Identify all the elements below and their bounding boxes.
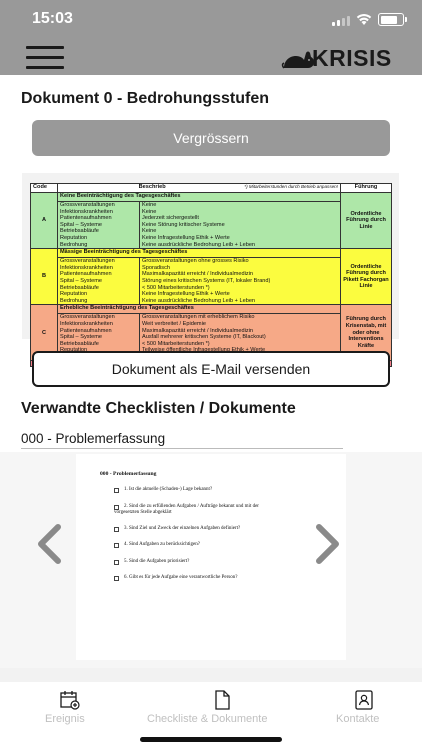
level-c-heading-row (31, 305, 392, 314)
chevron-right-icon[interactable] (313, 524, 343, 564)
checklist-title: 000 - Problemerfassung (100, 471, 157, 477)
checkbox (114, 527, 119, 532)
checklist-item: 3. Sind Ziel und Zweck der einzelnen Aufgaben definiert? (124, 526, 241, 531)
tab-label: Kontakte (336, 713, 380, 725)
document-icon (212, 690, 232, 710)
divider (21, 448, 343, 449)
related-item-problemerfassung[interactable]: 000 - Problemerfassung (21, 431, 166, 446)
header-beschrieb (58, 184, 341, 193)
checkbox (114, 543, 119, 548)
level-c-code: C (31, 305, 58, 361)
level-b-detail-row (31, 258, 392, 305)
level-b-heading: Mässige Beeinträchtigung des Tagesgeschäftes (58, 249, 341, 258)
checkbox (114, 560, 119, 565)
logo-text: KRISIS (312, 45, 392, 71)
krisis-logo (282, 45, 406, 71)
level-a-heading-row (31, 193, 392, 202)
enlarge-button[interactable]: Vergrössern (32, 120, 390, 156)
header-fuehrung: Führung (341, 184, 392, 193)
checkbox (114, 576, 119, 581)
cellular-signal-icon (332, 14, 352, 26)
level-b-fuehrung: Ordentliche Führung durch Pikett Fachorgan Linie (341, 249, 392, 305)
level-a-descriptions: Keine Keine Jederzeit sichergestellt Keine Störung kritischer Systeme Keine Keine Infragestellung Ethik + Werte Keine ausdrückliche Bedrohung Leib + Leben (140, 202, 341, 249)
checklist-item: 4. Sind Aufgaben zu berücksichtigen? (124, 542, 200, 547)
status-time: 15:03 (32, 10, 73, 27)
level-c-heading: Erhebliche Beeinträchtigung des Tagesgeschäftes (58, 305, 341, 314)
level-b-areas: Grossveranstaltungen Infektionskrankheiten Patientenaufnahmen Spital – Systeme Betriebsabläufe Reputation Bedrohung (58, 258, 140, 305)
level-a-heading: Keine Beeinträchtigung des Tagesgeschäftes (58, 193, 341, 202)
checklist-item: 6. Gibt es für jede Aufgabe eine verantwortliche Person? (124, 575, 238, 580)
tab-label: Checkliste & Dokumente (147, 713, 268, 725)
checklist-preview[interactable] (76, 454, 346, 660)
level-b-heading-row (31, 249, 392, 258)
hamburger-menu-icon[interactable] (26, 43, 64, 71)
checklist-item: 1. Ist die aktuelle (Schaden-) Lage bekannt? (124, 487, 213, 492)
threat-level-table (30, 183, 392, 367)
contact-card-icon (354, 690, 374, 710)
app-header (0, 40, 422, 75)
checklist-item: 2. Sind die zu erfüllenden Aufgaben / Aufträge bekannt und mit der vorgesetzten Stelle abgeklärt (114, 504, 259, 516)
header-code: Code (31, 184, 58, 193)
related-heading: Verwandte Checklisten / Dokumente (21, 400, 296, 417)
document-title: Dokument 0 - Bedrohungsstufen (21, 90, 270, 107)
level-c-fuehrung: Führung durch Krisenstab, mit oder ohne Interventions Kräfte (341, 305, 392, 361)
rat-icon (282, 48, 316, 70)
header-beschrieb-label: Beschrieb (138, 184, 166, 190)
battery-icon (378, 13, 404, 26)
level-b-code: B (31, 249, 58, 305)
calendar-add-icon (60, 690, 80, 710)
checkbox (114, 488, 119, 493)
status-bar (0, 0, 422, 40)
level-a-areas: Grossveranstaltungen Infektionskrankheiten Patientenaufnahmen Spital – Systeme Betriebsabläufe Reputation Bedrohung (58, 202, 140, 249)
tab-checkliste-dokumente[interactable] (146, 682, 298, 732)
level-a-code: A (31, 193, 58, 249)
level-c-areas: Grossveranstaltungen Infektionskrankheiten Patientenaufnahmen Spital – Systeme Betriebsabläufe (58, 314, 140, 361)
tab-label: Ereignis (45, 713, 85, 725)
content-footer-strip (0, 668, 422, 682)
table-header-row (31, 184, 392, 193)
wifi-icon (356, 12, 372, 26)
battery-level (381, 16, 397, 24)
chevron-left-icon[interactable] (34, 524, 64, 564)
home-indicator (140, 737, 282, 742)
document-preview[interactable] (22, 173, 399, 349)
level-a-detail-row (31, 202, 392, 249)
level-c-descriptions: Grossveranstaltungen mit erheblichem Risiko Weit verbreitet / Epidemie Maximalkapazität erreicht / Individualmedizin Ausfall mehrerer kritischen Systeme (IT, Blackout) < 500 Mitarbeiterstunden *) (140, 314, 341, 361)
send-email-button[interactable]: Dokument als E-Mail versenden (32, 351, 390, 387)
header-note: *) Mitarbeiterstunden durch Betrieb anpassen! (244, 184, 338, 189)
level-b-descriptions: Grossveranstaltungen ohne grosses Risiko Sporadisch Maximalkapazität erreicht / Individualmedizin Störung eines kritischen Systems (IT, lokaler Brand) < 500 Mitarbeiterstunden *) Keine Infragestellung Ethik + Werte Keine ausdrückliche Bedrohung Leib + Leben (140, 258, 341, 305)
checklist-item: 5. Sind die Aufgaben priorisiert? (124, 559, 190, 564)
tab-ereignis[interactable] (30, 682, 110, 732)
tab-kontakte[interactable] (330, 682, 400, 732)
level-a-fuehrung: Ordentliche Führung durch Linie (341, 193, 392, 249)
